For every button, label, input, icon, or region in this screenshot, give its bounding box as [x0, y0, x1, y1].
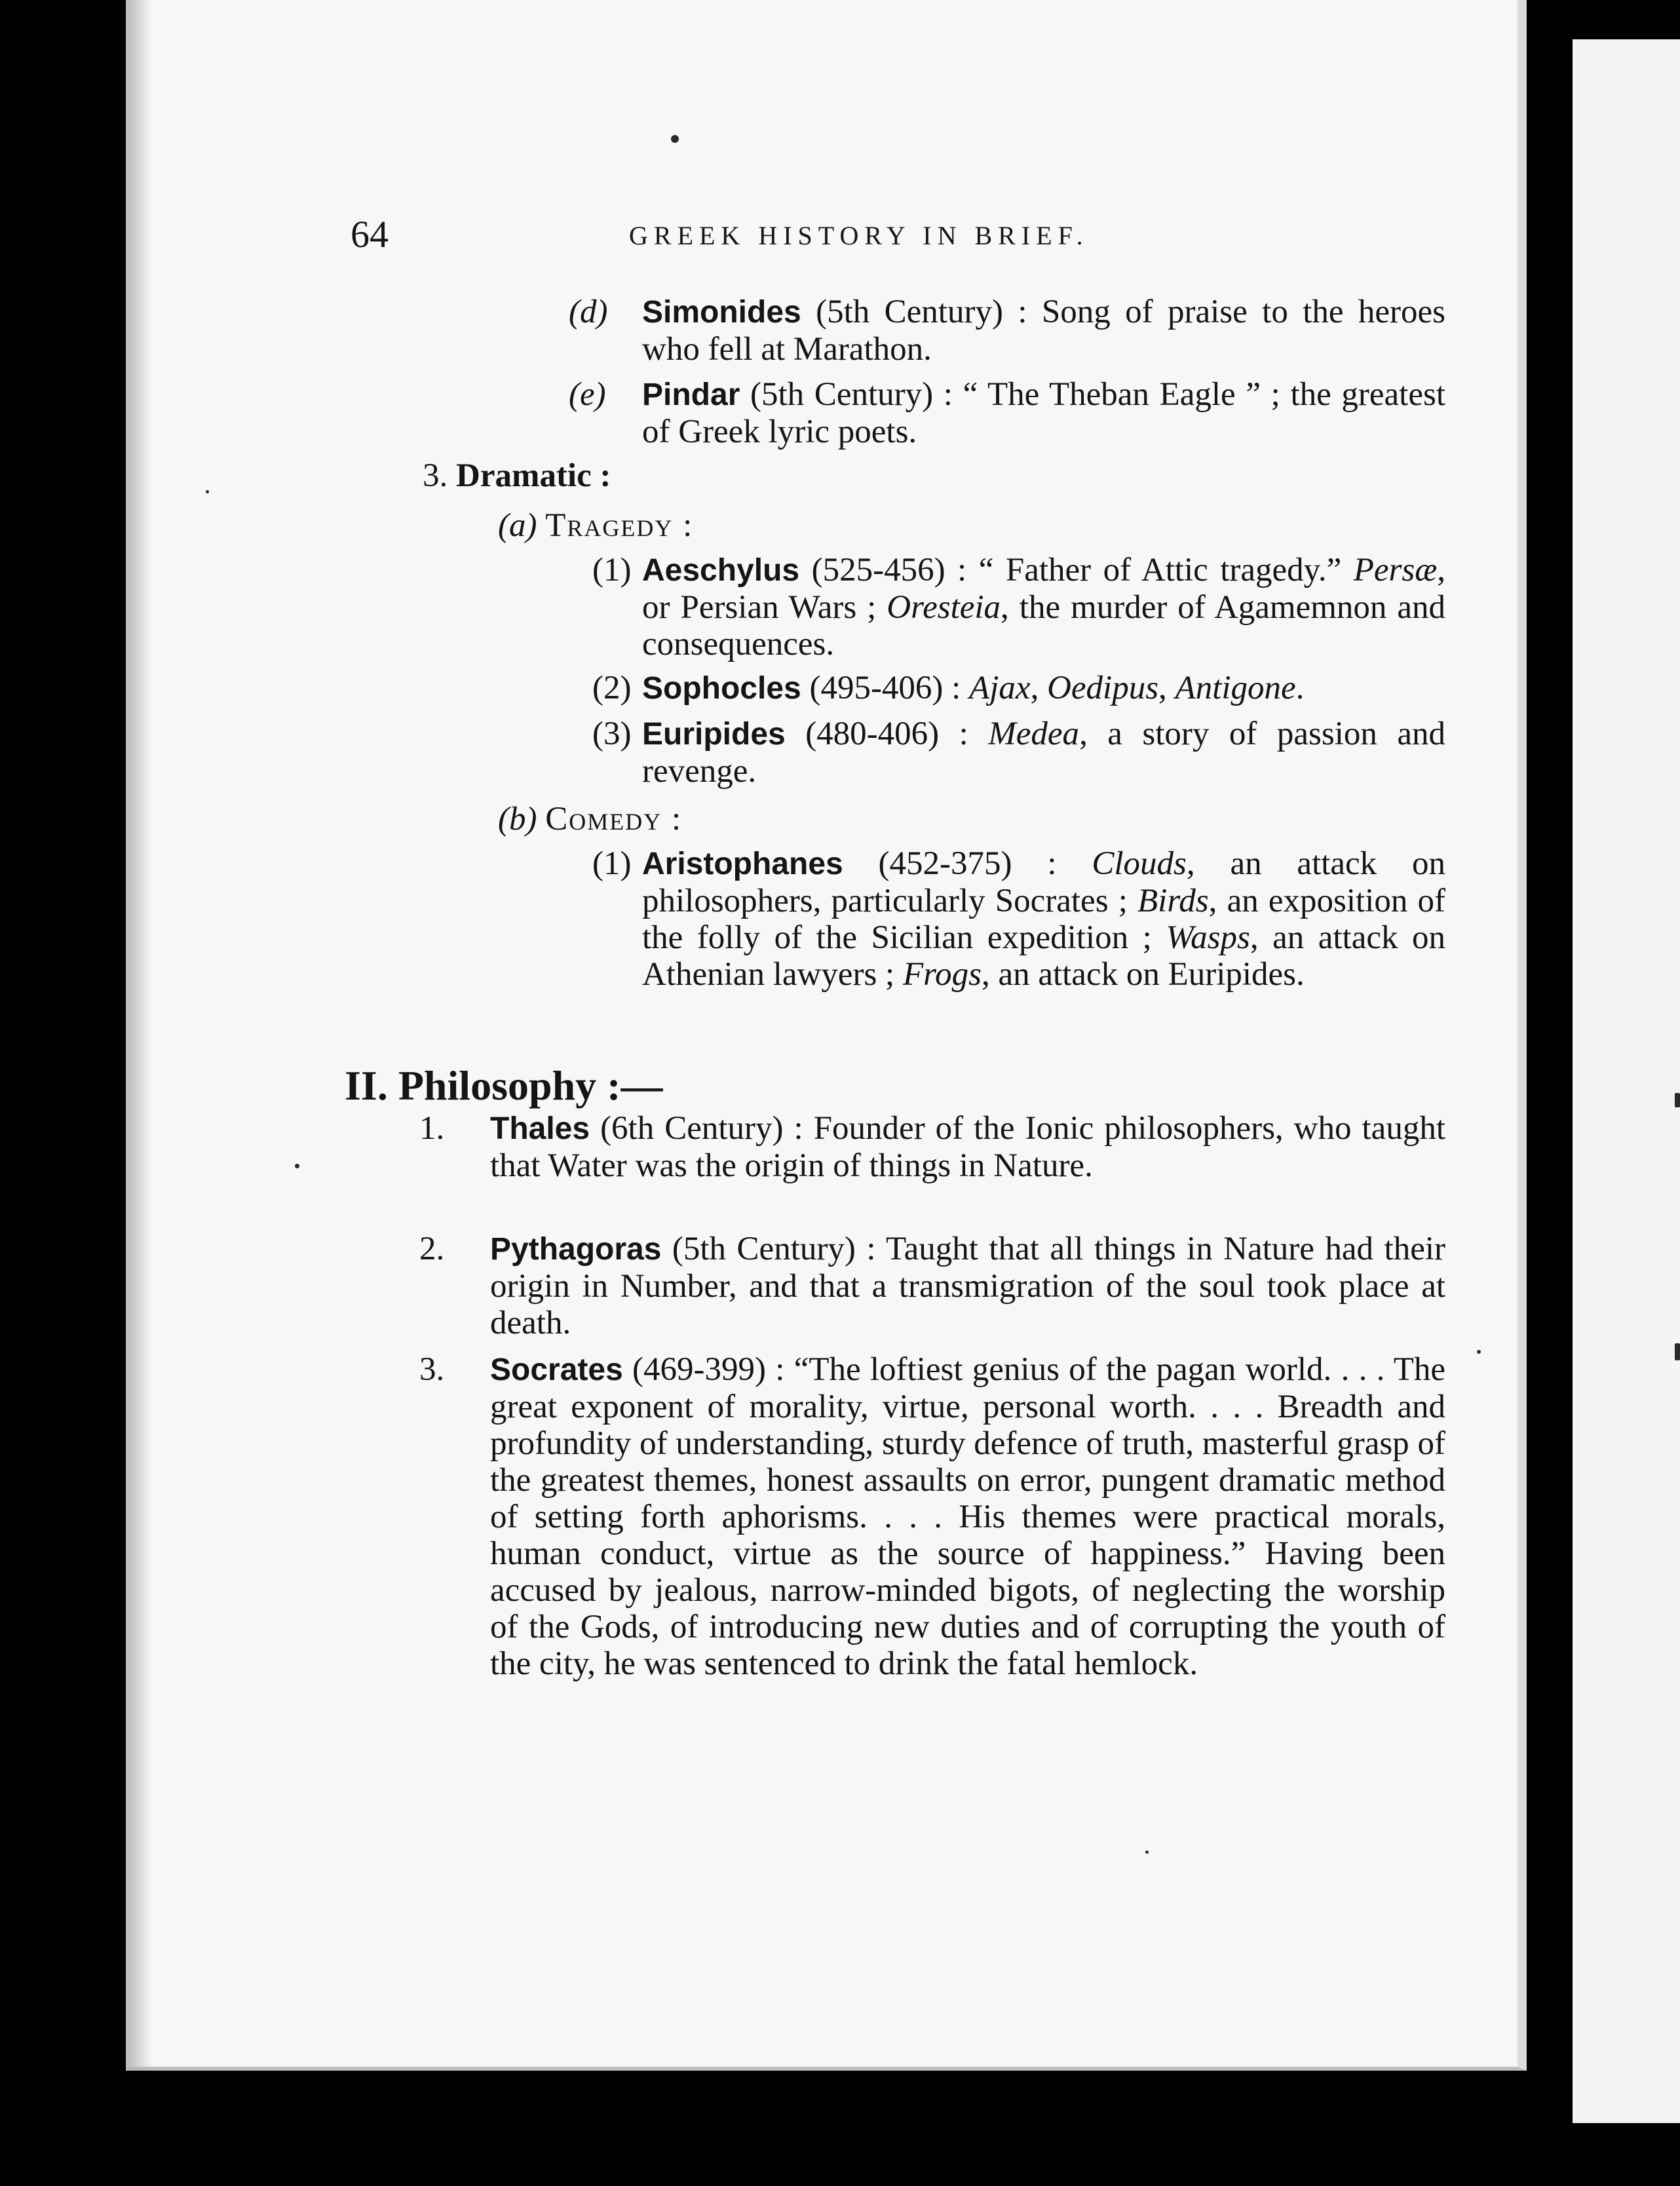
dramatic-label: Dramatic : — [456, 457, 611, 494]
entry-text: , an attack on Euripides. — [981, 956, 1305, 993]
entry-socrates — [419, 1351, 1445, 1682]
speck-6 — [1675, 1093, 1680, 1107]
poet-name: Pindar — [642, 377, 740, 412]
entry-text: (480-406) : — [785, 716, 989, 752]
work-title: Persæ — [1353, 552, 1438, 588]
entry-text: . — [1295, 670, 1305, 706]
speck-4 — [206, 490, 209, 493]
speck-2 — [295, 1164, 299, 1168]
entry-marker: 3. — [419, 1351, 445, 1388]
entry-marker: 1. — [419, 1110, 445, 1147]
entry-text: , — [1030, 670, 1048, 706]
running-head: GREEK HISTORY IN BRIEF. — [629, 221, 1089, 250]
comedy-marker: (b) — [498, 801, 537, 837]
tragedy-label: Tragedy : — [545, 507, 694, 544]
poet-name: Euripides — [642, 717, 786, 752]
page-gutter-shadow — [126, 0, 152, 2071]
philosopher-name: Socrates — [490, 1352, 623, 1387]
entry-sophocles — [592, 670, 1445, 707]
work-title: Clouds — [1092, 845, 1187, 882]
entry-aristophanes — [592, 845, 1446, 993]
speck-7 — [1675, 1343, 1680, 1360]
work-title: Wasps — [1166, 919, 1250, 956]
entry-marker: (e) — [569, 376, 606, 413]
entry-text: , — [1158, 670, 1175, 706]
tragedy-marker: (a) — [498, 507, 537, 544]
work-title: Frogs — [902, 956, 982, 993]
entry-text: (495-406) : — [801, 670, 970, 706]
work-title: Oedipus — [1047, 670, 1159, 706]
philosopher-name: Thales — [490, 1111, 590, 1146]
poet-name: Aristophanes — [642, 847, 843, 881]
dramatic-marker: 3. — [423, 457, 448, 494]
poet-name: Simonides — [642, 295, 801, 330]
entry-text: (5th Century) : “ The Theban Eagle ” ; the greatest of Greek lyric poets. — [642, 376, 1445, 450]
entry-marker: (3) — [592, 716, 632, 752]
entry-simonides — [569, 294, 1445, 368]
work-title: Ajax — [969, 670, 1031, 706]
entry-marker: (2) — [592, 670, 632, 706]
speck-3 — [1477, 1350, 1481, 1354]
speck-1 — [671, 135, 679, 143]
work-title: Oresteia — [887, 589, 1001, 626]
tragedy-heading — [498, 507, 693, 544]
entry-text: (452-375) : — [843, 845, 1092, 882]
entry-thales — [419, 1110, 1445, 1184]
entry-text: (5th Century) : Song of praise to the heroes who fell at Marathon. — [642, 294, 1445, 368]
entry-marker: (d) — [569, 294, 608, 330]
dramatic-heading — [423, 457, 611, 494]
comedy-heading — [498, 801, 682, 837]
work-title: Birds — [1137, 883, 1209, 919]
entry-text: , an exposition of the folly of the Sicilian expedition ; — [642, 883, 1445, 956]
entry-text: , a story of passion and revenge. — [642, 716, 1445, 790]
philosopher-name: Pythagoras — [490, 1232, 662, 1267]
entry-text: , the murder of Agamemnon and consequences. — [642, 589, 1446, 662]
entry-euripides — [592, 716, 1445, 790]
entry-marker: (1) — [592, 845, 632, 882]
entry-text: , an attack on Athenian lawyers ; — [642, 919, 1445, 993]
work-title: Medea — [988, 716, 1080, 752]
entry-marker: (1) — [592, 552, 632, 588]
speck-5 — [1145, 1850, 1149, 1854]
section-heading-philosophy: II. Philosophy :— — [345, 1062, 663, 1109]
entry-marker: 2. — [419, 1231, 445, 1267]
poet-name: Aeschylus — [642, 553, 800, 588]
entry-text: (469-399) : “The loftiest genius of the pagan world. . . . The great exponent of morality, virtue, personal worth. . . . Breadth and profundity of understanding, sturdy defence of truth, masterful grasp of the greatest themes, honest assaults on error, pungent dramatic method of setting forth aphorisms. . . . His themes were practical morals, human conduct, virtue as the source of happiness.” Having been accused by jealous, narrow-minded bigots, of neglecting the worship of the Gods, of introducing new duties and of corrupting the youth of the city, he was sentenced to drink the fatal hemlock. — [490, 1351, 1445, 1682]
entry-text: , or Persian Wars ; — [642, 552, 1445, 626]
work-title: Antigone — [1175, 670, 1296, 706]
comedy-label: Comedy : — [545, 801, 683, 837]
page-number: 64 — [351, 213, 389, 256]
entry-pindar — [569, 376, 1445, 450]
entry-text: (6th Century) : Founder of the Ionic philosophers, who taught that Water was the origin of things in Nature. — [490, 1110, 1445, 1184]
entry-text: (5th Century) : Taught that all things in Nature had their origin in Number, and that a transmigration of the soul took place at death. — [490, 1231, 1445, 1341]
entry-aeschylus — [592, 552, 1446, 662]
poet-name: Sophocles — [642, 671, 801, 706]
entry-text: (525-456) : “ Father of Attic tragedy.” — [799, 552, 1354, 588]
entry-pythagoras — [419, 1231, 1445, 1341]
entry-text: , an attack on philosophers, particularly Socrates ; — [642, 845, 1446, 919]
adjacent-page-edge — [1573, 39, 1680, 2123]
